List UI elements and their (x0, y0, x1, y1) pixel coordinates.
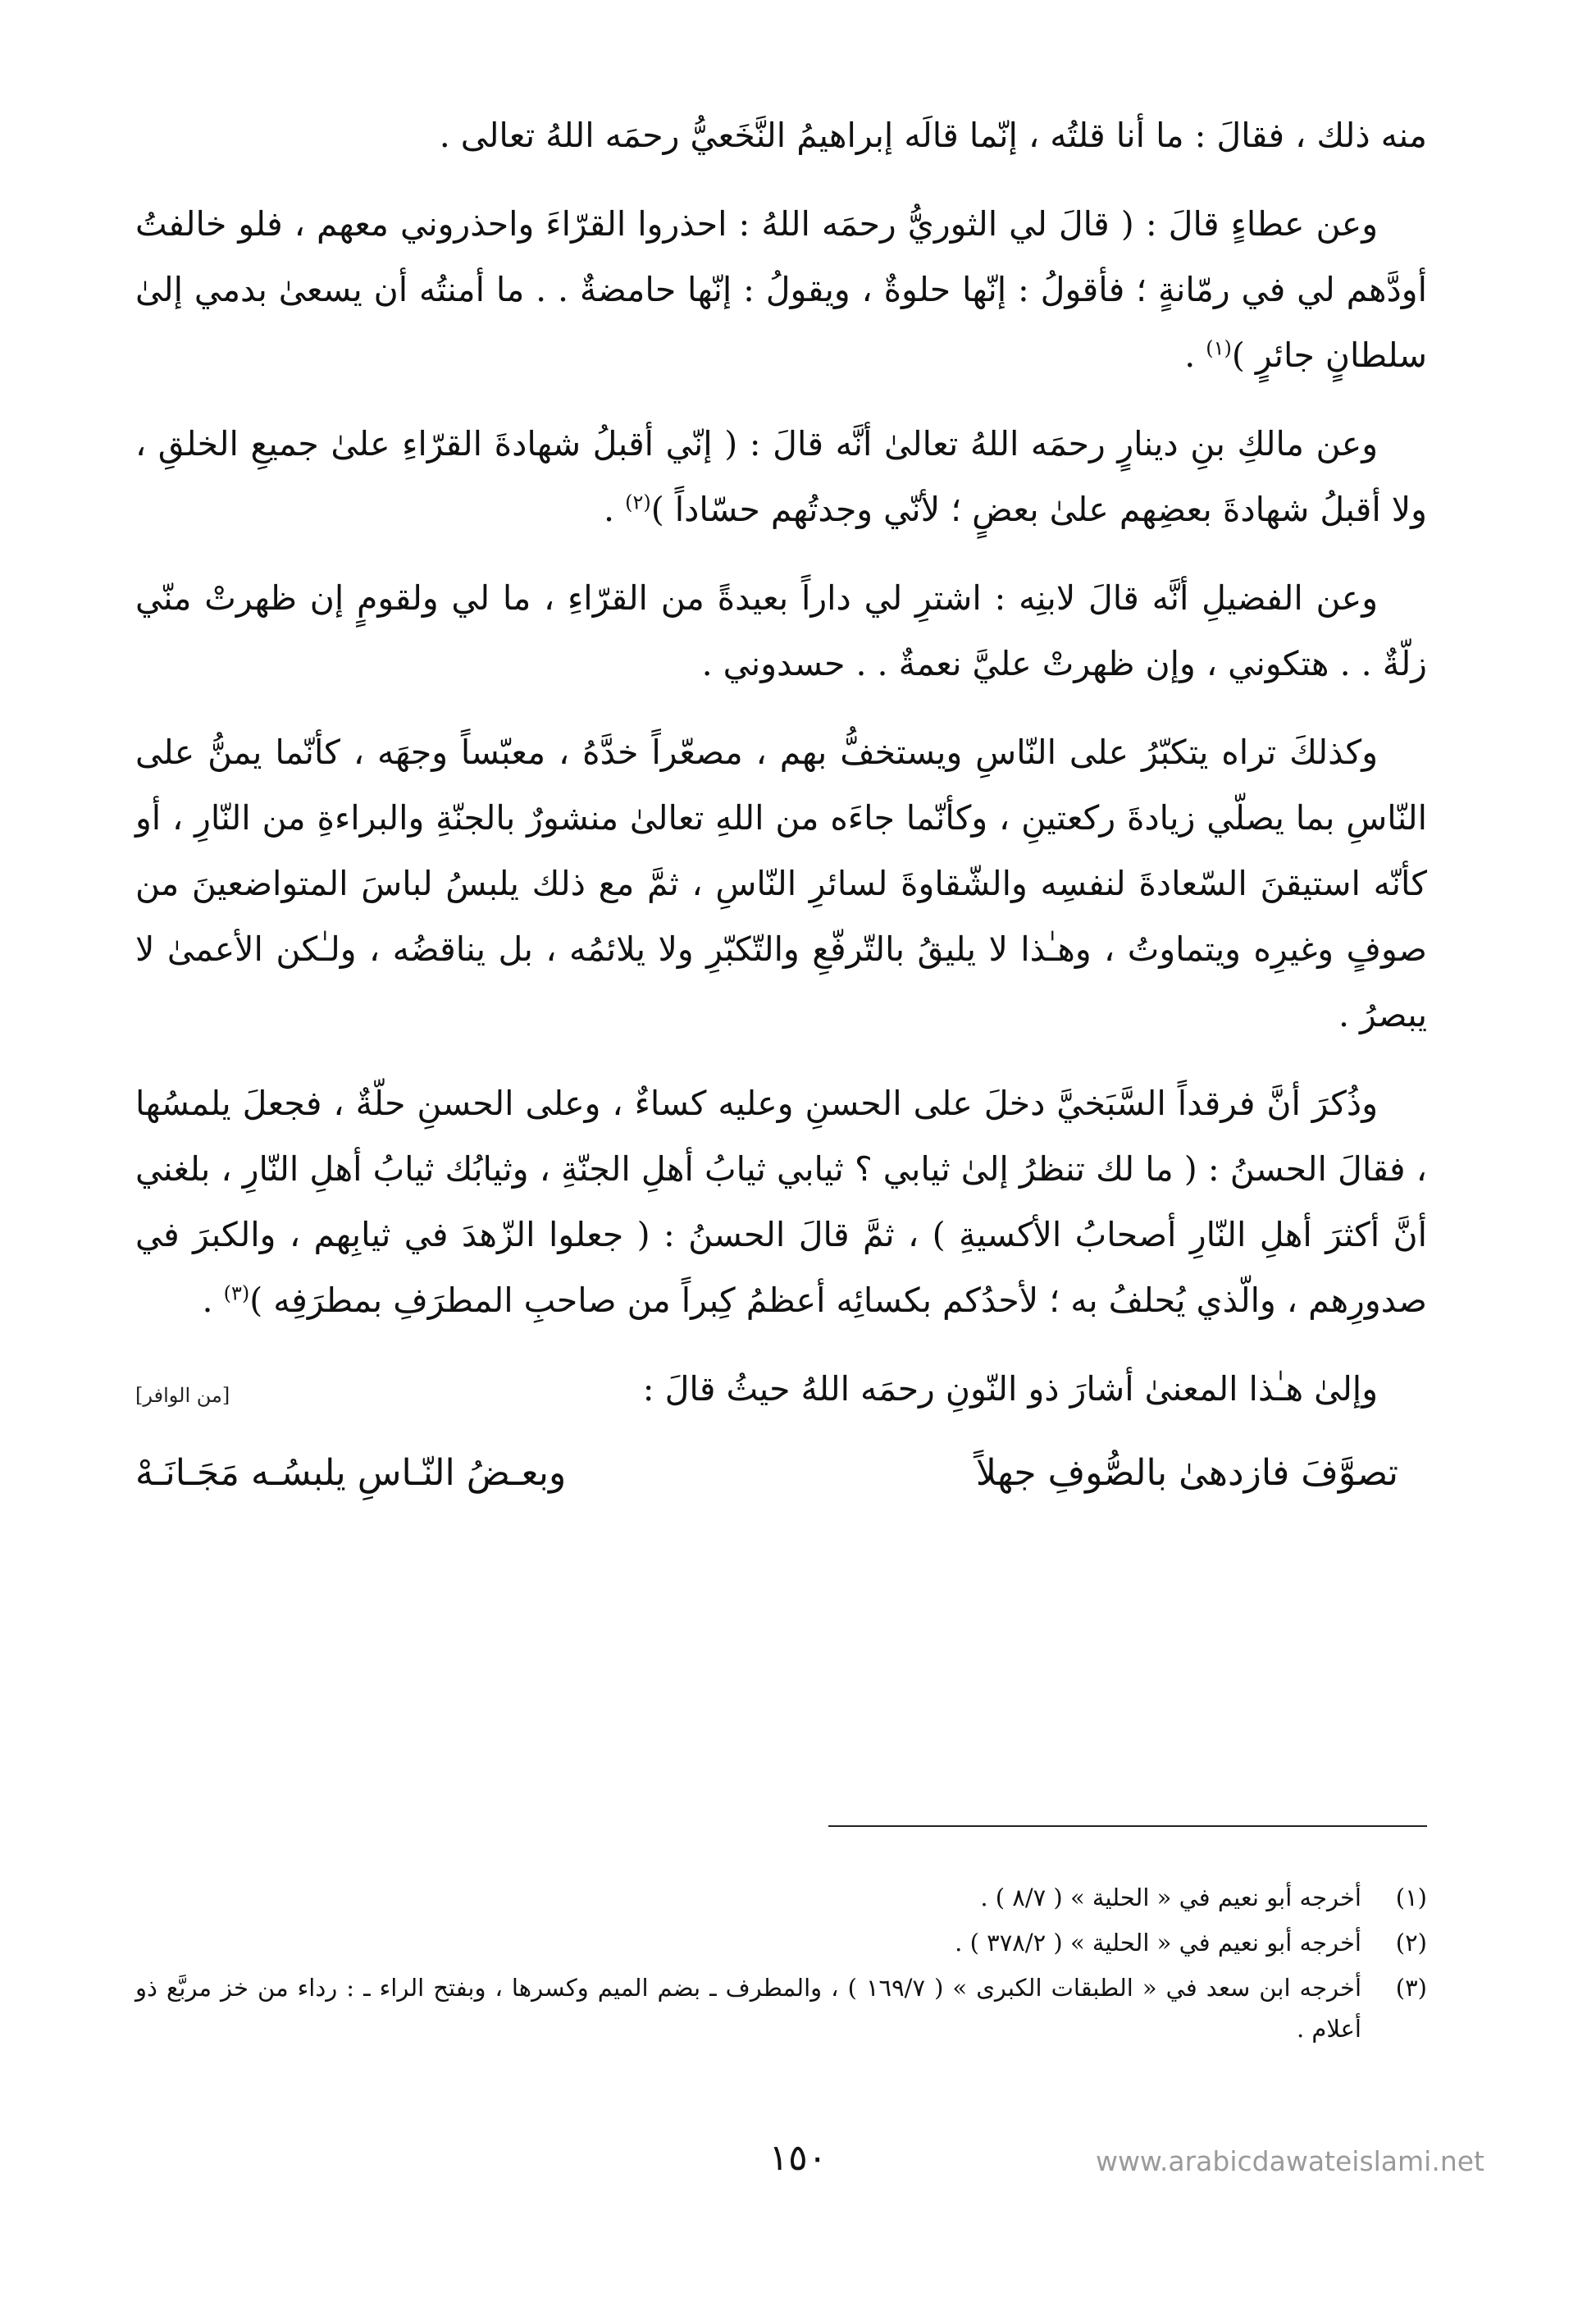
poem-intro: وإلىٰ هـٰذا المعنىٰ أشارَ ذو النّونِ رحمَه اللهُ حيثُ قالَ : [من الوافر] (135, 1356, 1427, 1422)
poem-verse (135, 1436, 1427, 1510)
watermark-url: www.arabicdawateislami.net (1095, 2145, 1484, 2177)
footnotes (135, 1877, 1427, 2053)
footnote-2: (٢) أخرجه أبو نعيم في « الحلية » ( ٣٧٨/٢ ) . (955, 1929, 1427, 1957)
footnote-ref-2: (٢) (625, 491, 651, 514)
paragraph-1: منه ذلك ، فقالَ : ما أنا قلتُه ، إنّما قالَه إبراهيمُ النَّخَعيُّ رحمَه اللهُ تعالى . (439, 116, 1427, 155)
paragraph-4: وعن الفضيلِ أنَّه قالَ لابنِه : اشترِ لي داراً بعيدةً من القرّاءِ ، ما لي ولقومٍ إن ظهرتْ منّي زلّةٌ . . هتكوني ، وإن ظهرتْ عليَّ نعمةٌ . . حسدوني . (135, 578, 1427, 683)
footnote-ref-1: (١) (1206, 336, 1232, 360)
paragraph-2: وعن عطاءٍ قالَ : ( قالَ لي الثوريُّ رحمَه اللهُ : احذروا القرّاءَ واحذروني معهم ، فلو خالفتُ أودَّهم لي في رمّانةٍ ؛ فأقولُ : إنّها حلوةٌ ، ويقولُ : إنّها حامضةٌ . . ما أمنتُه أن يسعىٰ بدمي إلىٰ سلطانٍ جائرٍ )$^{(١)}$ . (135, 204, 1427, 375)
poem-meter: [من الوافر] (135, 1384, 230, 1407)
footnote-3: (٣) أخرجه ابن سعد في « الطبقات الكبرى » ( ١٦٩/٧ ) ، والمطرف ـ بضم الميم وكسرها ، وبفتح الراء ـ : رداء من خز مربَّع ذو أعلام . (135, 1974, 1427, 2043)
page-number: ١٥٠ (768, 2137, 828, 2179)
paragraph-5: وكذلكَ تراه يتكبّرُ على النّاسِ ويستخفُّ بهم ، مصعّراً خدَّهُ ، معبّساً وجهَه ، كأنّما يمنُّ على النّاسِ بما يصلّي زيادةَ ركعتينِ ، وكأنّما جاءَه من اللهِ تعالىٰ منشورٌ بالجنّةِ والبراءةِ من النّارِ ، أو كأنّه استيقنَ السّعادةَ لنفسِه والشّقاوةَ لسائرِ النّاسِ ، ثمَّ مع ذلك يلبسُ لباسَ المتواضعينَ من صوفٍ وغيرِه ويتماوتُ ، وهـٰذا لا يليقُ بالتّرفّعِ والتّكبّرِ ولا يلائمُه ، بل يناقضُه ، ولـٰكن الأعمىٰ لا يبصرُ . (135, 733, 1427, 1034)
footnote-1: (١) أخرجه أبو نعيم في « الحلية » ( ٨/٧ ) . (980, 1884, 1427, 1911)
paragraph-6: وذُكرَ أنَّ فرقداً السَّبَخيَّ دخلَ على الحسنِ وعليه كساءٌ ، وعلى الحسنِ حلّةٌ ، فجعلَ يلمسُها ، فقالَ الحسنُ : ( ما لك تنظرُ إلىٰ ثيابي ؟ ثيابي ثيابُ أهلِ الجنّةِ ، وثيابُك ثيابُ أهلِ النّارِ ، بلغني أنَّ أكثرَ أهلِ النّارِ أصحابُ الأكسيةِ ) ، ثمَّ قالَ الحسنُ : ( جعلوا الزّهدَ في ثيابِهم ، والكبرَ في صدورِهم ، والّذي يُحلفُ به ؛ لأحدُكم بكسائِه أعظمُ كِبراً من صاحبِ المطرَفِ بمطرَفِه )$^{(٣)}$ . (135, 1084, 1427, 1320)
paragraph-3: وعن مالكِ بنِ دينارٍ رحمَه اللهُ تعالىٰ أنَّه قالَ : ( إنّي أقبلُ شهادةَ القرّاءِ علىٰ جميعِ الخلقِ ، ولا أقبلُ شهادةَ بعضِهم علىٰ بعضٍ ؛ لأنّي وجدتُهم حسّاداً )$^{(٢)}$ . (135, 424, 1427, 529)
main-text (135, 103, 1427, 1510)
verse-second-hemistich: وبعـضُ النّـاسِ يلبسُـه مَجَـانَـهْ (135, 1452, 567, 1494)
footnote-divider (828, 1825, 1427, 1827)
footnote-ref-3: (٣) (223, 1281, 250, 1305)
verse-first-hemistich: تصوَّفَ فازدهىٰ بالصُّوفِ جهلاً (975, 1452, 1398, 1494)
